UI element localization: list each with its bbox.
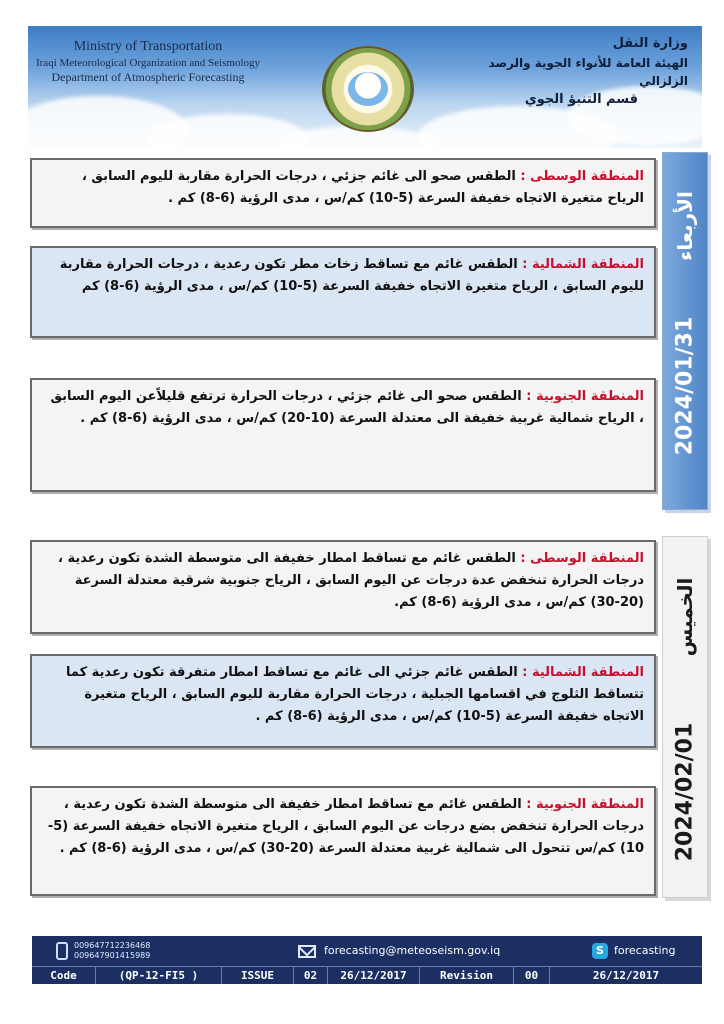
department-name-en: Department of Atmospheric Forecasting	[51, 70, 245, 85]
ministry-logo	[322, 46, 414, 132]
day1-date: 2024/01/31	[672, 316, 698, 456]
organization-name-ar: الهيئة العامة للأنواء الجوية والرصد الزلزالي	[488, 55, 688, 88]
phone-number: 009647712236468	[74, 941, 151, 950]
skype-handle: forecasting	[614, 944, 676, 957]
revision-date: 26/12/2017	[592, 969, 660, 982]
region-label: المنطقة الشمالية :	[522, 665, 644, 680]
revision-number: 00	[514, 967, 550, 984]
revision-label: Revision	[420, 967, 514, 984]
code-value: (QP-12-FI5 )	[96, 967, 222, 984]
day1-central-region	[30, 158, 656, 228]
issue-date: 26/12/2017	[328, 967, 420, 984]
forecast-text: الطقس صحو الى غائم جزئي ، درجات الحرارة ترتفع قليلاًعن اليوم السابق ، الرياح شمالية غربية خفيفة الى معتدلة السرعة (10-20) كم/س ، مدى الرؤية (6-8) كم .	[50, 389, 644, 426]
code-label: Code	[32, 967, 96, 984]
ministry-name-ar: وزارة النقل	[612, 36, 688, 51]
region-label: المنطقة الشمالية :	[522, 257, 644, 272]
header-english	[28, 38, 268, 86]
organization-name-en: Iraqi Meteorological Organization and Seismology	[35, 57, 261, 70]
phone-icon	[56, 942, 68, 960]
region-label: المنطقة الجنوبية :	[526, 389, 644, 404]
email-address[interactable]: forecasting@meteoseism.gov.iq	[324, 944, 501, 957]
region-label: المنطقة الجنوبية :	[526, 797, 644, 812]
forecast-text: الطقس غائم مع تساقط امطار خفيفة الى متوسطة الشدة تكون رعدية ، درجات الحرارة تنخفض بضع درجات عن اليوم السابق ، الرياح متغيرة الاتجاه خفيفة السرعة (5-10) كم/س تتحول الى شمالية غربية معتدلة السرعة (20-30) كم/س ، مدى الرؤية (6-8) كم .	[47, 797, 644, 856]
ministry-name-en: Ministry of Transportation	[73, 39, 223, 54]
mail-icon	[298, 945, 316, 958]
cloud-sun-icon	[348, 72, 388, 106]
day1-southern-region	[30, 378, 656, 492]
day2-date-bar	[662, 536, 708, 898]
skype-icon: S	[592, 943, 608, 959]
day1-northern-region	[30, 246, 656, 338]
day1-date-bar	[662, 152, 708, 510]
day1-day-name: الأربعاء	[673, 191, 697, 261]
forecast-text: الطقس غائم مع تساقط امطار خفيفة الى متوسطة الشدة تكون رعدية ، درجات الحرارة تنخفض عدة درجات عن اليوم السابق ، الرياح جنوبية شرقية معتدلة السرعة (20-30) كم/س ، مدى الرؤية (6-8) كم.	[58, 551, 644, 610]
region-label: المنطقة الوسطى :	[520, 551, 644, 566]
issue-label: ISSUE	[222, 967, 294, 984]
day2-date: 2024/02/01	[672, 722, 698, 862]
day2-day-name: الخميس	[673, 577, 697, 657]
phone-numbers	[74, 941, 150, 961]
day2-northern-region	[30, 654, 656, 748]
footer	[32, 936, 702, 984]
header-banner	[28, 26, 702, 148]
header-arabic	[468, 34, 688, 109]
forecast-text: الطقس صحو الى غائم جزئي ، درجات الحرارة مقاربة لليوم السابق ، الرياح متغيرة الاتجاه خفيفة السرعة (5-10) كم/س ، مدى الرؤية (6-8) كم .	[81, 169, 644, 206]
day2-central-region	[30, 540, 656, 634]
phone-number: 009647901415989	[74, 951, 151, 960]
issue-number: 02	[294, 967, 328, 984]
footer-contacts	[32, 936, 702, 966]
department-name-ar: قسم التنبؤ الجوي	[524, 91, 638, 107]
forecast-text: الطقس غائم جزئي الى غائم مع تساقط امطار متفرقة تكون رعدية كما تتساقط الثلوج في اقسامها الجبلية ، درجات الحرارة مقاربة لليوم السابق ، الرياح متغيرة الاتجاه خفيفة السرعة (5-10) كم/س ، مدى الرؤية (6-8) كم .	[65, 665, 644, 724]
region-label: المنطقة الوسطى :	[520, 169, 644, 184]
forecast-text: الطقس غائم مع تساقط زخات مطر تكون رعدية ، درجات الحرارة مقاربة لليوم السابق ، الرياح متغيرة الاتجاه خفيفة السرعة (5-10) كم/س ، مدى الرؤية (6-8) كم	[59, 257, 644, 294]
footer-document-info	[32, 966, 702, 984]
day2-southern-region	[30, 786, 656, 896]
